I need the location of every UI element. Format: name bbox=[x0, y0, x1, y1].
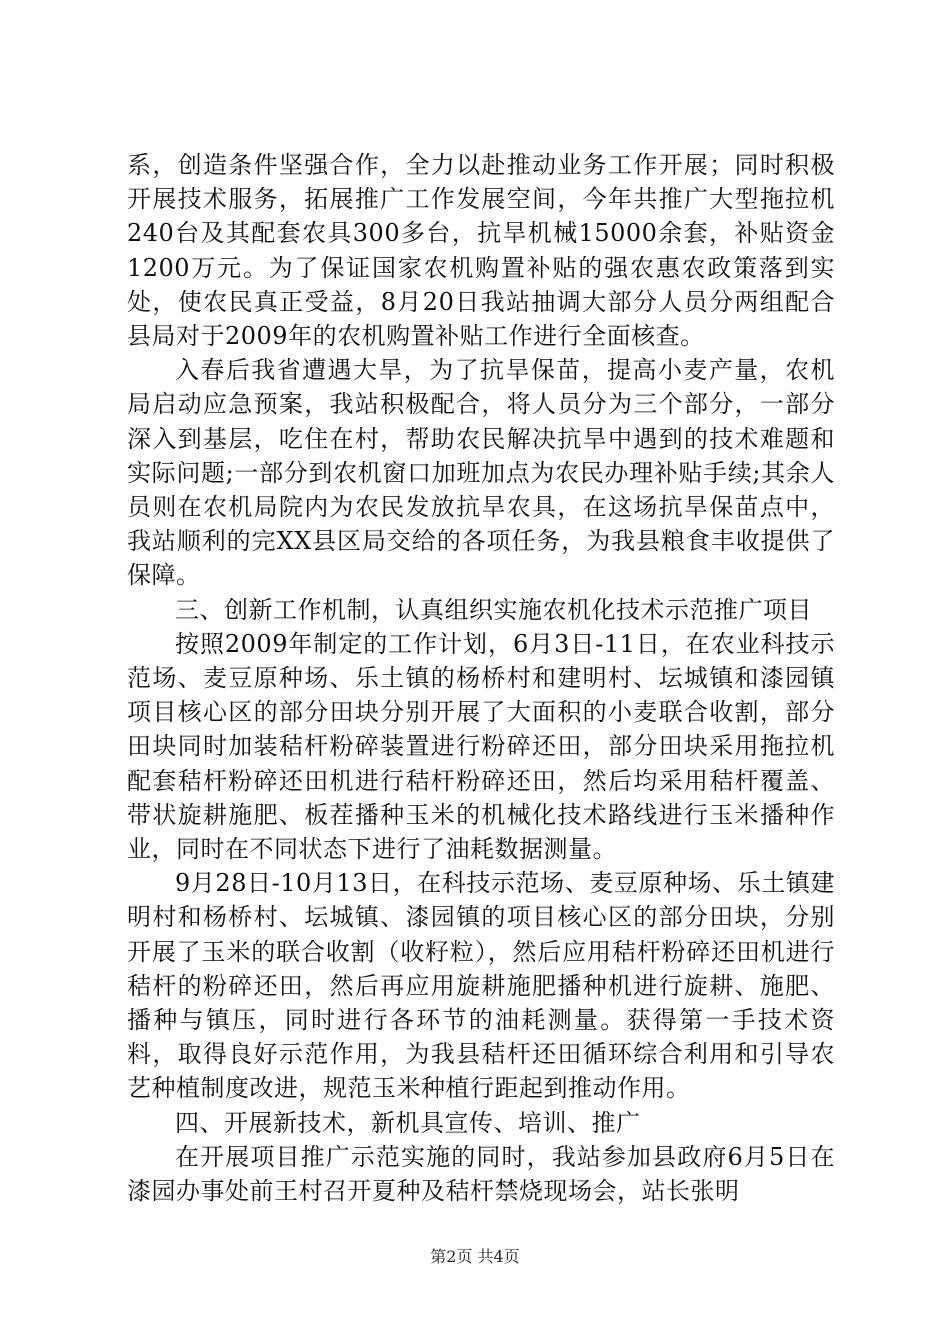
paragraph-promotion: 在开展项目推广示范实施的同时，我站参加县政府6月5日在漆园办事处前王村召开夏种及秸杆禁烧现场会，站长张明 bbox=[127, 1142, 835, 1206]
paragraph-corn-harvest: 9月28日-10月13日，在科技示范场、麦豆原种场、乐土镇建明村和杨桥村、坛城镇、漆园镇的项目核心区的部分田块，分别开展了玉米的联合收割（收籽粒），然后应用秸杆粉碎还田机进行秸杆的粉碎还田，然后再应用旋耕施肥播种机进行旋耕、施肥、播种与镇压，同时进行各环节的油耗测量。获得第一手技术资料，取得良好示范作用，为我县秸杆还田循环综合利用和引导农艺种植制度改进，规范玉米种植行距起到推动作用。 bbox=[127, 869, 835, 1103]
paragraph-continuation: 系，创造条件坚强合作，全力以赴推动业务工作开展；同时积极开展技术服务，拓展推广工作发展空间，今年共推广大型拖拉机240台及其配套农具300多台，抗旱机械15000余套，补贴资金1200万元。为了保证国家农机购置补贴的强农惠农政策落到实处，使农民真正受益，8月20日我站抽调大部分人员分两组配合县局对于2009年的农机购置补贴工作进行全面核查。 bbox=[127, 151, 835, 351]
section-heading-4: 四、开展新技术，新机具宣传、培训、推广 bbox=[175, 1108, 641, 1137]
page-number-footer: 第2页 共4页 bbox=[430, 1247, 520, 1266]
paragraph-drought-relief: 入春后我省遭遇大旱，为了抗旱保苗，提高小麦产量，农机局启动应急预案，我站积极配合，将人员分为三个部分，一部分深入到基层，吃住在村，帮助农民解决抗旱中遇到的技术难题和实际问题;一部分到农机窗口加班加点为农民办理补贴手续;其余人员则在农机局院内为农民发放抗旱农具，在这场抗旱保苗点中，我站顺利的完XX县区局交给的各项任务，为我县粮食丰收提供了保障。 bbox=[127, 356, 835, 590]
document-body bbox=[127, 148, 835, 1208]
paragraph-wheat-harvest: 按照2009年制定的工作计划，6月3日-11日，在农业科技示范场、麦豆原种场、乐土镇的杨桥村和建明村、坛城镇和漆园镇项目核心区的部分田块分别开展了大面积的小麦联合收割，部分田块同时加装秸杆粉碎装置进行粉碎还田，部分田块采用拖拉机配套秸杆粉碎还田机进行秸杆粉碎还田，然后均采用秸杆覆盖、带状旋耕施肥、板茬播种玉米的机械化技术路线进行玉米播种作业，同时在不同状态下进行了油耗数据测量。 bbox=[127, 629, 835, 864]
section-heading-3: 三、创新工作机制，认真组织实施农机化技术示范推广项目 bbox=[175, 595, 812, 624]
